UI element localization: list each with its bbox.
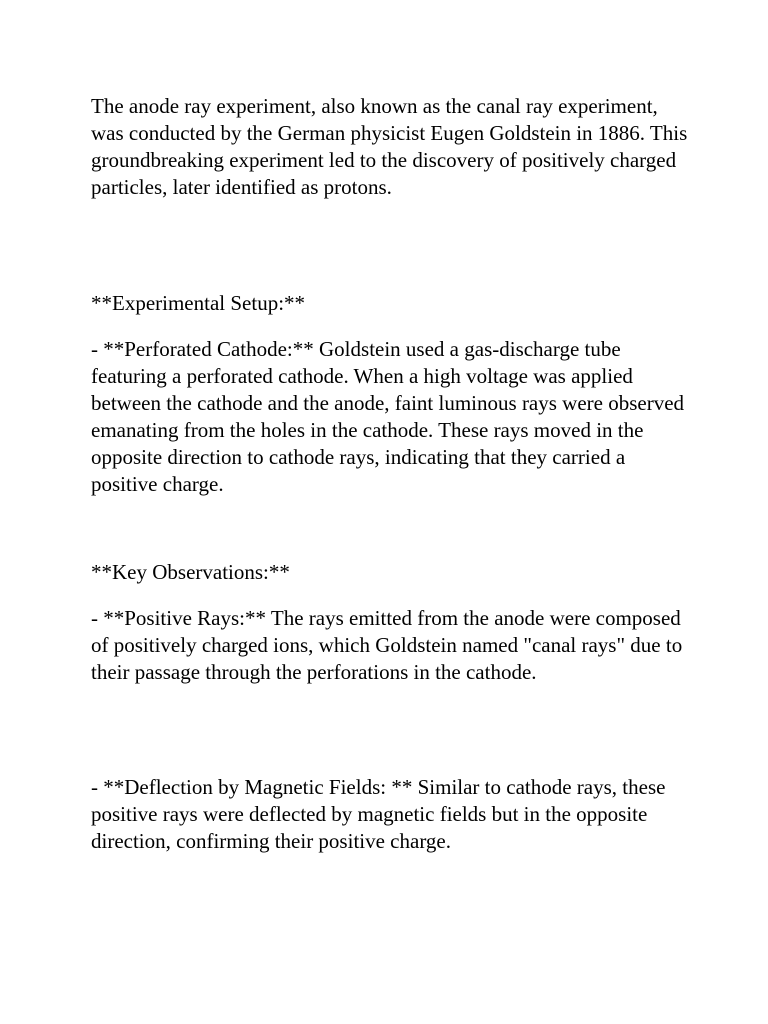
observations-heading: **Key Observations:** (91, 560, 290, 584)
setup-heading: **Experimental Setup:** (91, 291, 306, 315)
observation-positive-rays: - **Positive Rays:** The rays emitted from the anode were composed of positively charged ions, which Goldstein named "canal rays" due to their passage through the perforations in the cathode. (91, 606, 683, 684)
setup-item-perforated-cathode: - **Perforated Cathode:** Goldstein used a gas-discharge tube featuring a perforated cathode. When a high voltage was applied between the cathode and the anode, faint luminous rays were observed emanating from the holes in the cathode. These rays moved in the opposite direction to cathode rays, indicating that they carried a positive charge. (91, 337, 685, 496)
intro-paragraph: The anode ray experiment, also known as the canal ray experiment, was conducted by the German physicist Eugen Goldstein in 1886. This groundbreaking experiment led to the discovery of positively charged particles, later identified as protons. (91, 94, 688, 199)
observation-magnetic-deflection: - **Deflection by Magnetic Fields: ** Similar to cathode rays, these positive rays were deflected by magnetic fields but in the opposite direction, confirming their positive charge. (91, 775, 666, 853)
